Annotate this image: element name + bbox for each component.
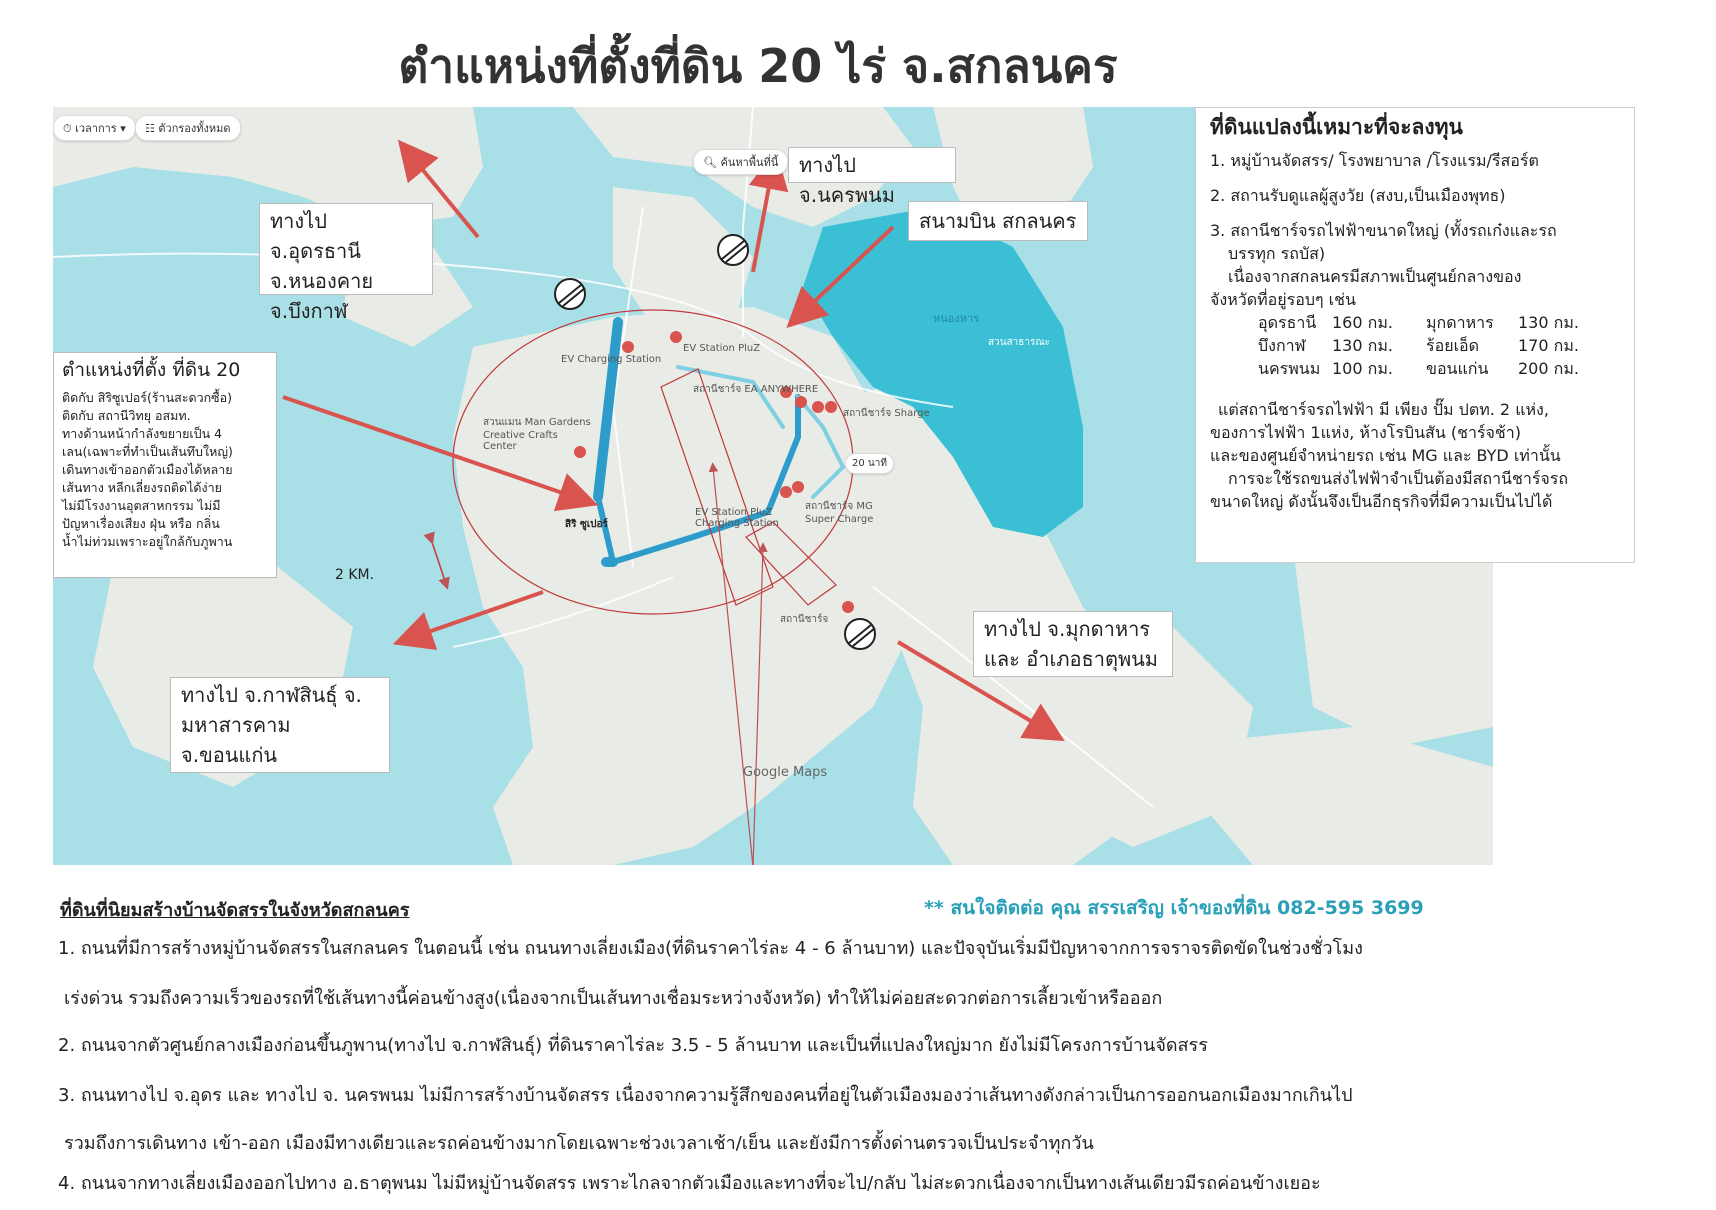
investment-panel: ที่ดินแปลงนี้เหมาะที่จะลงทุน 1. หมู่บ้านจัดสรร/ โรงพยาบาล /โรงแรม/รีสอร์ต 2. สถานรับดูแลผู้สูงวัย (สงบ,เป็นเมืองพุทธ) 3. สถานีชาร์จรถไฟฟ้าขนาดใหญ่ (ทั้งรถเก๋งและรถ บรรทุก รถบัส) เนื่องจากสกลนครมีสภาพเป็นศูนย์กลางของ จังหวัดที่อยู่รอบๆ เช่น อุดรธานี 160 กม. มุกดาหาร 130 กม. บึงกาฬ 130 กม. ร้อยเอ็ด 170 กม. นครพนม 100 กม. ขอนแก่น 200 กม. แต่สถานีชาร์จรถไฟฟ้า มี เพียง ปั๊ม ปตท. 2 แห่ง, ของการไฟฟ้า 1แห่ง, ห้างโรบินสัน (ชาร์จช้า) และของศูนย์จำหน่ายรถ เช่น MG และ BYD เท่านั้น การจะใช้รถขนส่งไฟฟ้าจำเป็นต้องมีสถานีชาร์จรถ ขนาดใหญ่ ดังนั้นจึงเป็นอีกธุรกิจที่มีความเป็นไปได้ <box>1195 107 1635 563</box>
all-filters-chip[interactable]: ☷ ตัวกรองทั้งหมด <box>135 115 241 141</box>
label-to-kalasin: ทางไป จ.กาฬสินธุ์ จ. มหาสารคาม จ.ขอนแก่น <box>170 677 390 773</box>
bottom-line-6: 4. ถนนจากทางเลี่ยงเมืองออกไปทาง อ.ธาตุพนม ไม่มีหมู่บ้านจัดสรร เพราะไกลจากตัวเมืองและทางที่จะไป/กลับ ไม่สะดวกเนื่องจากเป็นทางเส้นเดียวมีรถค่อนข้างเยอะ <box>58 1173 1321 1194</box>
bottom-line-5: รวมถึงการเดินทาง เข้า-ออก เมืองมีทางเดียวและรถค่อนข้างมากโดยเฉพาะช่วงเวลาเช้า/เย็น และยังมีการตั้งด่านตรวจเป็นประจำทุกวัน <box>64 1133 1094 1154</box>
scale-label: 2 KM. <box>335 567 375 583</box>
scale-arrow <box>431 539 446 584</box>
place-mg-super-charge[interactable]: สถานีชาร์จ MG Super Charge <box>805 501 874 525</box>
label-to-udon: ทางไป จ.อุดรธานี จ.หนองคาย จ.บึงกาฬ <box>259 203 433 295</box>
place-station-pluz-2[interactable]: EV Station PluZ Charging Station <box>695 507 779 529</box>
place-sakon-park[interactable]: สวนสาธารณะ <box>988 337 1051 348</box>
travel-time-chip[interactable]: ⏱ เวลาการ ▾ <box>53 115 136 141</box>
clock-icon: ⏱ <box>63 122 72 135</box>
drive-time-badge[interactable]: 20 นาที <box>845 453 894 474</box>
place-man-gardens[interactable]: สวนแมน Man Gardens Creative Crafts Center <box>483 417 591 452</box>
location-heading: ตำแหน่งที่ตั้ง ที่ดิน 20 <box>62 359 241 381</box>
contact-info: ** สนใจติดต่อ คุณ สรรเสริญ เจ้าของที่ดิน 082-595 3699 <box>924 897 1424 919</box>
label-to-mukdahan: ทางไป จ.มุกดาหาร และ อำเภอธาตุพนม <box>973 611 1173 677</box>
checkpoint-icon-1 <box>555 279 585 309</box>
bottom-line-1: 1. ถนนที่มีการสร้างหมู่บ้านจัดสรรในสกลนคร ในตอนนี้ เช่น ถนนทางเลี่ยงเมือง(ที่ดินราคาไร่ละ 4 - 6 ล้านบาท) และปัจจุบันเริ่มมีปัญหาจากการจราจรติดขัดในช่วงชั่วโมง <box>58 938 1363 959</box>
label-airport: สนามบิน สกลนคร <box>908 201 1088 241</box>
place-station-naked[interactable]: สถานีชาร์จ <box>780 614 829 625</box>
label-to-nakhon-phanom: ทางไป จ.นครพนม <box>788 147 956 183</box>
svg-text:หนองหาร: หนองหาร <box>933 312 980 325</box>
popular-areas-heading: ที่ดินที่นิยมสร้างบ้านจัดสรรในจังหวัดสกลนคร <box>60 900 410 921</box>
bottom-line-2: เร่งด่วน รวมถึงความเร็วของรถที่ใช้เส้นทางนี้ค่อนข้างสูง(เนื่องจากเป็นเส้นทางเชื่อมระหว่างจังหวัด) ทำให้ไม่ค่อยสะดวกต่อการเลี้ยวเข้าหรือออก <box>64 988 1163 1009</box>
place-station-pluz[interactable]: EV Station PluZ <box>683 343 761 354</box>
filter-icon: ☷ <box>145 122 155 135</box>
google-maps-logo: Google Maps <box>743 765 828 780</box>
bottom-line-4: 3. ถนนทางไป จ.อุดร และ ทางไป จ. นครพนม ไม่มีการสร้างบ้านจัดสรร เนื่องจากความรู้สึกของคนที่อยู่ในตัวเมืองมองว่าเส้นทางดังกล่าวเป็นการออกนอกเมืองมากเกินไป <box>58 1085 1353 1106</box>
page-title: ตำแหน่งที่ตั้งที่ดิน 20 ไร่ จ.สกลนคร <box>398 39 1118 93</box>
distance-table: อุดรธานี 160 กม. มุกดาหาร 130 กม. บึงกาฬ 130 กม. ร้อยเอ็ด 170 กม. นครพนม 100 กม. ขอนแก่น 200 กม. <box>1258 313 1579 378</box>
place-ea-anywhere[interactable]: สถานีชาร์จ EA ANYWHERE <box>693 384 819 395</box>
lake-text <box>933 312 979 325</box>
search-icon: 🔍︎ <box>703 156 717 169</box>
place-sharge[interactable]: สถานีชาร์จ Sharge <box>843 408 930 419</box>
location-info-box: ตำแหน่งที่ตั้ง ที่ดิน 20 ติดกับ สิริซูเปอร์(ร้านสะดวกซื้อ) ติดกับ สถานีวิทยุ อสมท. ทางด้านหน้ากำลังขยายเป็น 4 เลน(เฉพาะที่ทำเป็นเส้นทึบใหญ่) เดินทางเข้าออกตัวเมืองได้หลาย เส้นทาง หลีกเลี่ยงรถติดได้ง่าย ไม่มีโรงงานอุตสาหกรรม ไม่มี ปัญหาเรื่องเสียง ฝุ่น หรือ กลิ่น น้ำไม่ท่วมเพราะอยู่ใกล้กับภูพาน <box>53 352 277 578</box>
bottom-line-3: 2. ถนนจากตัวศูนย์กลางเมืองก่อนขึ้นภูพาน(ทางไป จ.กาฬสินธุ์) ที่ดินราคาไร่ละ 3.5 - 5 ล้านบาท และเป็นที่แปลงใหญ่มาก ยังไม่มีโครงการบ้านจัดสรร <box>58 1035 1208 1056</box>
place-ev-charging[interactable]: EV Charging Station <box>561 354 662 365</box>
search-area-chip[interactable]: 🔍︎ ค้นหาพื้นที่นี้ <box>693 149 788 175</box>
place-siri-super[interactable]: สิริ ซูเปอร์ <box>565 519 608 530</box>
checkpoint-icon-3 <box>845 619 875 649</box>
investment-heading: ที่ดินแปลงนี้เหมาะที่จะลงทุน <box>1210 115 1463 139</box>
checkpoint-icon-2 <box>718 235 748 265</box>
